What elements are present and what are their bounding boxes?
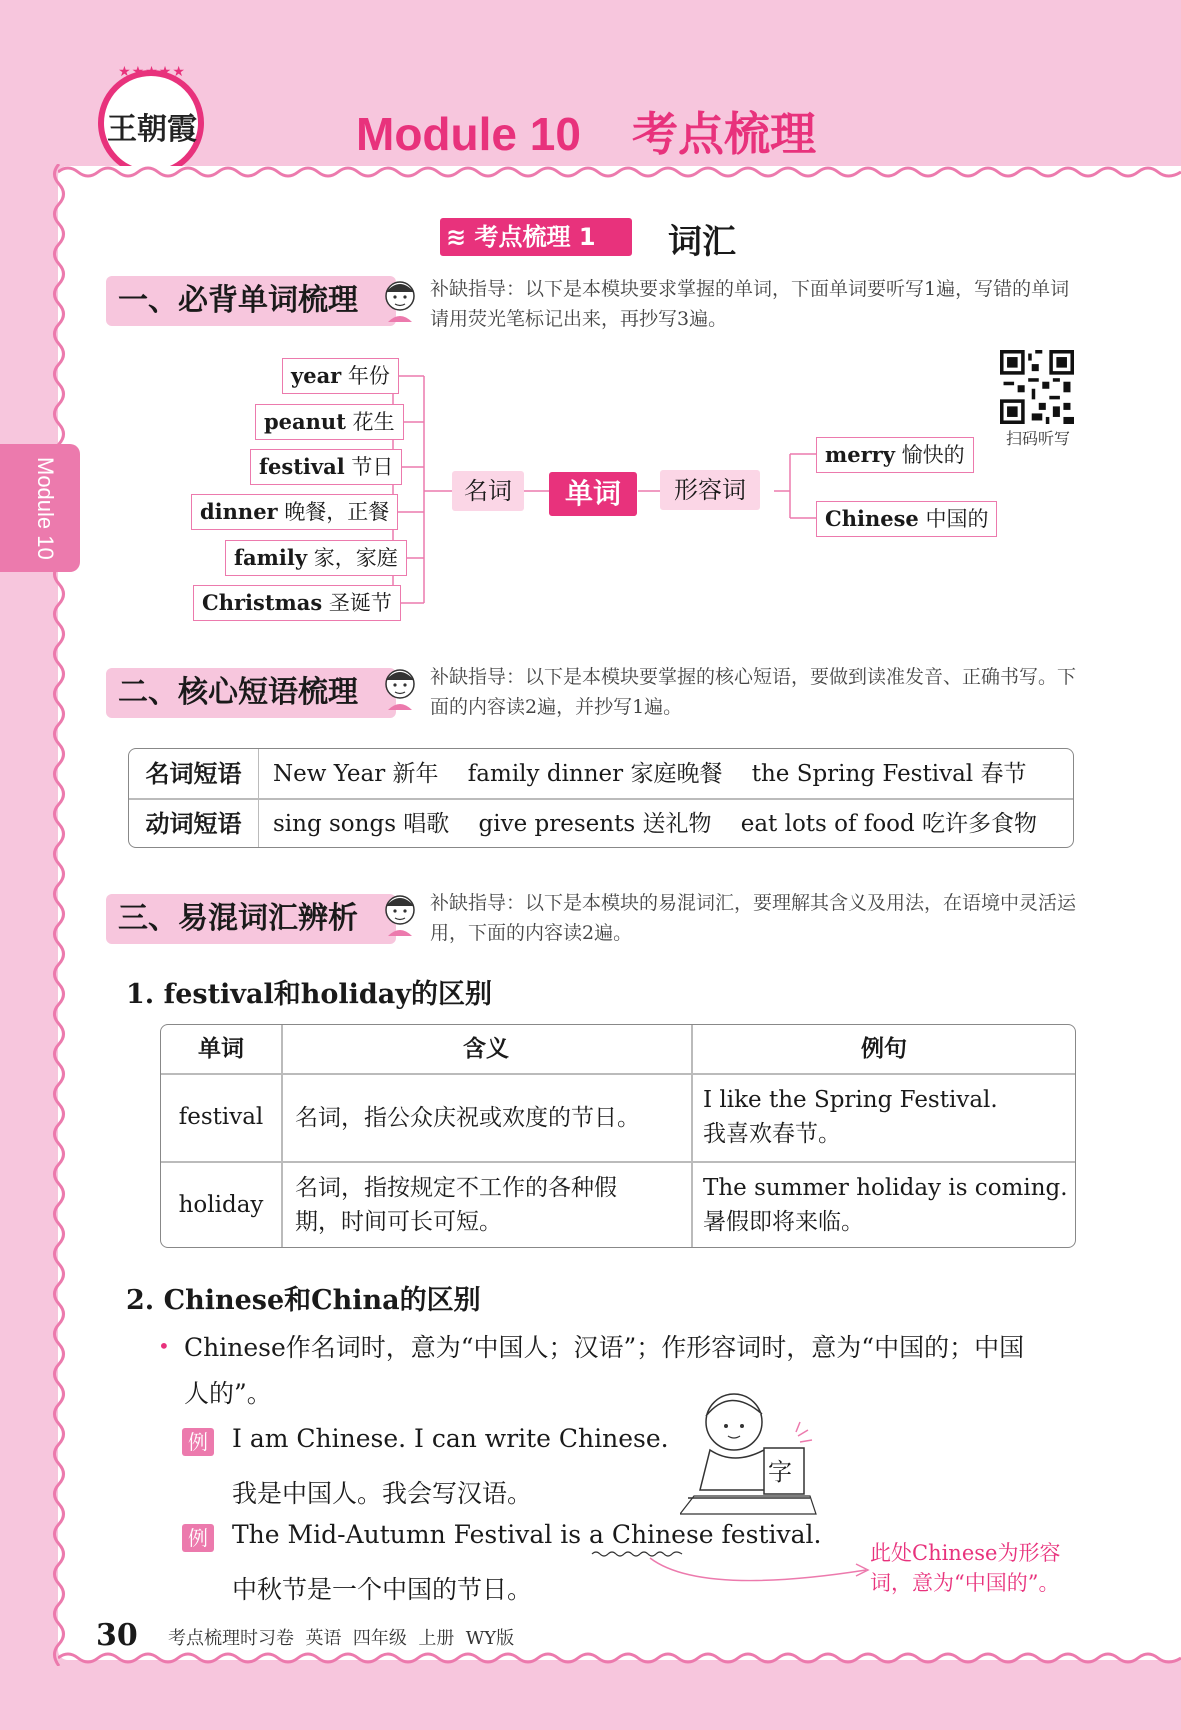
qr-code-icon[interactable] (1000, 350, 1074, 424)
student-writing-illustration (680, 1386, 820, 1516)
example-en: The Mid-Autumn Festival is a Chinese festival. (232, 1520, 822, 1549)
example-tag: 例 (182, 1428, 214, 1456)
word-cn: 花生 (352, 410, 395, 434)
section2-guide: 补缺指导：以下是本模块要掌握的核心短语，要做到读准发音、正确书写。下面的内容读2遍，并抄写1遍。 (430, 666, 1077, 718)
wavy-border-top (58, 164, 1181, 180)
word-en: year (291, 363, 342, 388)
phrase-table (128, 748, 1074, 848)
word-cn: 年份 (347, 364, 390, 388)
word-cn: 圣诞节 (328, 591, 392, 615)
logo-text: 王朝霞 (107, 112, 197, 147)
noun-word-box (225, 540, 407, 576)
example-cn: 中秋节是一个中国的节日。 (232, 1575, 533, 1604)
explanation-line: 人的”。 (184, 1379, 272, 1408)
word-en: dinner (200, 499, 278, 524)
annotation-arrow (590, 1550, 880, 1600)
example-en: I am Chinese. I can write Chinese. (232, 1424, 669, 1453)
table-cell-example: I like the Spring Festival. (703, 1087, 998, 1113)
student-avatar-icon (380, 664, 420, 712)
section-badge: ≋ 考点梳理 1 (440, 218, 632, 256)
annotation-note (870, 1538, 1086, 1598)
table-cell-example: 暑假即将来临。 (703, 1209, 864, 1235)
bullet-icon: • (158, 1334, 170, 1358)
table-header: 单词 (198, 1036, 244, 1062)
page-title: Module 10 考点梳理 (356, 108, 817, 160)
word-cn: 愉快的 (901, 443, 965, 467)
wavy-border-bottom (58, 1650, 1181, 1666)
word-center-node: 单词 (549, 472, 637, 516)
noun-word-box (255, 404, 404, 440)
subheading-chinese-china: 2. Chinese和China的区别 (126, 1285, 481, 1316)
phrase-row-label: 名词短语 (129, 749, 259, 799)
word-en: Chinese (825, 506, 919, 531)
phrase-row (129, 799, 1073, 848)
board-character: 字 (768, 1458, 792, 1486)
qr-label: 扫码听写 (1005, 429, 1070, 448)
phrase-row-label: 动词短语 (129, 799, 259, 848)
section2-heading: 二、核心短语梳理 (106, 668, 396, 718)
word-en: peanut (264, 409, 346, 434)
table-cell-word: holiday (178, 1192, 264, 1218)
table-divider (161, 1073, 1075, 1075)
page-number: 30 (96, 1618, 138, 1653)
word-cn: 晚餐，正餐 (284, 500, 390, 524)
noun-word-box (282, 358, 399, 394)
word-cn: 中国的 (925, 507, 989, 531)
subheading-festival-holiday: 1. festival和holiday的区别 (126, 979, 492, 1010)
phrase-row-content: New Year 新年 family dinner 家庭晚餐 the Spring Festival 春节 (273, 761, 1027, 787)
table-header: 含义 (463, 1036, 509, 1062)
adjective-category: 形容词 (660, 470, 760, 510)
wavy-border-left (50, 164, 68, 1666)
table-divider (161, 1161, 1075, 1163)
word-en: Christmas (202, 590, 323, 615)
section3-guide: 补缺指导：以下是本模块的易混词汇，要理解其含义及用法，在语境中灵活运用，下面的内容读2遍。 (430, 892, 1077, 944)
word-cn: 节日 (351, 455, 394, 479)
noun-category: 名词 (452, 471, 524, 511)
phrase-row (129, 749, 1073, 799)
word-cn: 家，家庭 (313, 546, 398, 570)
student-avatar-icon (380, 276, 420, 324)
explanation-line: Chinese作名词时，意为“中国人；汉语”；作形容词时，意为“中国的；中国 (184, 1333, 1025, 1362)
table-cell-meaning: 名词，指按规定不工作的各种假 (295, 1175, 617, 1201)
section1-guide: 补缺指导：以下是本模块要求掌握的单词，下面单词要听写1遍，写错的单词请用荧光笔标记出来，再抄写3遍。 (430, 278, 1070, 330)
table-header: 例句 (861, 1036, 907, 1062)
comparison-table (160, 1024, 1076, 1248)
noun-word-box (193, 585, 401, 621)
table-cell-word: festival (178, 1104, 264, 1130)
footer-book-info: 考点梳理时习卷 英语 四年级 上册 WY版 (168, 1628, 515, 1649)
table-cell-meaning: 名词，指公众庆祝或欢度的节日。 (295, 1105, 640, 1131)
phrase-row-content: sing songs 唱歌 give presents 送礼物 eat lots of food 吃许多食物 (273, 811, 1038, 837)
word-en: family (234, 545, 308, 570)
student-avatar-icon (380, 890, 420, 938)
table-cell-example: The summer holiday is coming. (703, 1175, 1068, 1201)
table-cell-example: 我喜欢春节。 (703, 1121, 841, 1147)
example-cn: 我是中国人。我会写汉语。 (232, 1479, 533, 1508)
side-tab-label: Module 10 (33, 456, 58, 560)
example-tag: 例 (182, 1524, 214, 1552)
noun-word-box (250, 449, 402, 485)
section1-heading: 一、必背单词梳理 (106, 276, 396, 326)
table-cell-meaning: 期，时间可长可短。 (295, 1209, 502, 1235)
word-en: merry (825, 442, 895, 467)
section3-heading: 三、易混词汇辨析 (106, 894, 396, 944)
adjective-word-box (816, 501, 997, 537)
noun-word-box (191, 494, 398, 530)
note-line: 词，意为“中国的”。 (870, 1571, 1060, 1595)
note-line: 此处Chinese为形容 (870, 1541, 1061, 1565)
logo-stars: ★★★★★ (118, 64, 186, 80)
adjective-word-box (816, 437, 974, 473)
section-badge-title: 词汇 (668, 222, 736, 262)
word-en: festival (259, 454, 345, 479)
